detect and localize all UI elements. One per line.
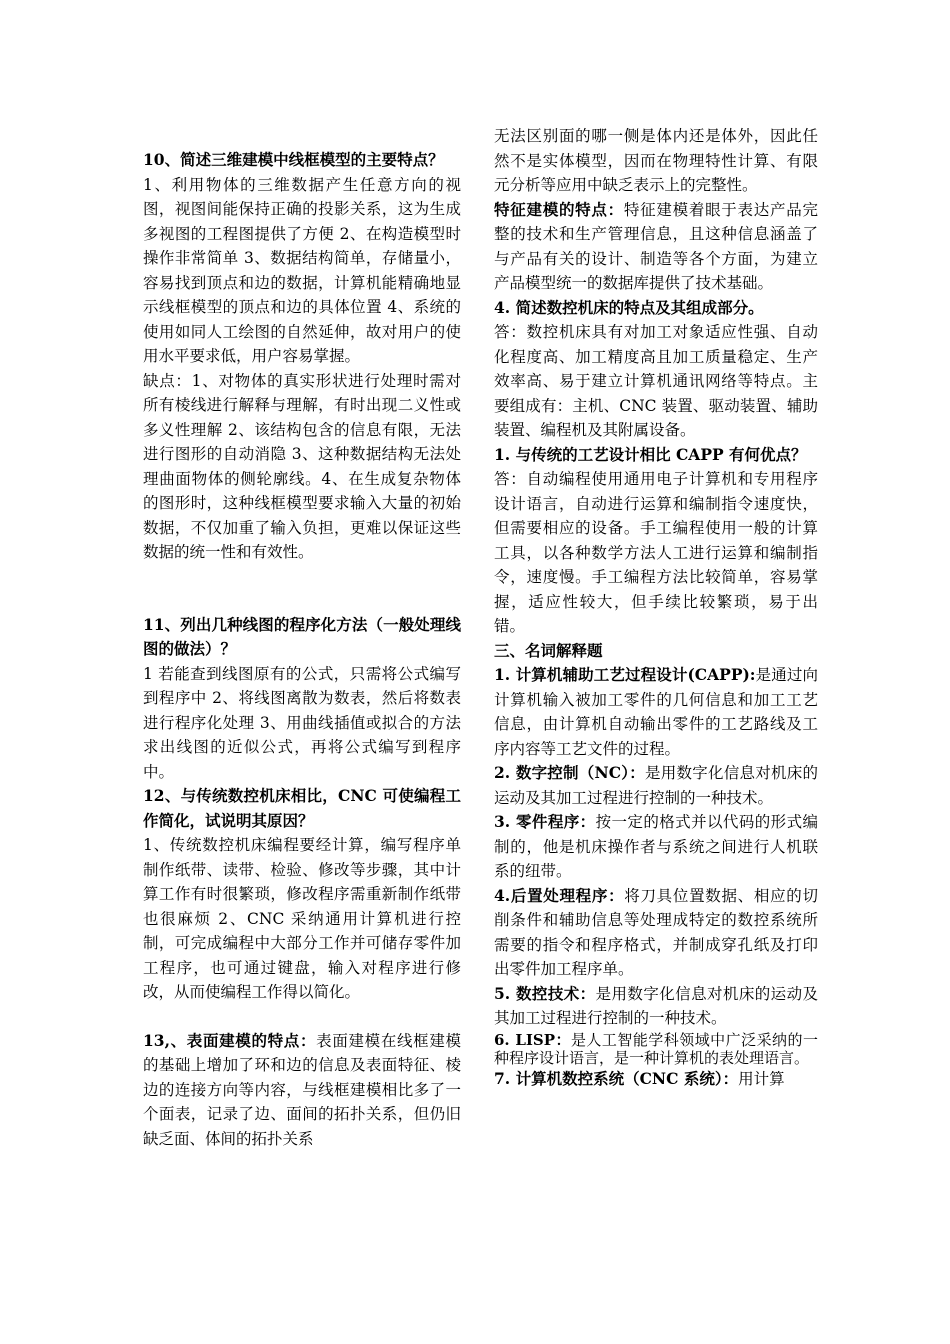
right-column	[494, 124, 818, 1091]
section-heading: 三、名词解释题	[494, 640, 603, 660]
term-4	[494, 884, 818, 982]
term-7-title: 7. 计算机数控系统（CNC 系统）：	[494, 1068, 739, 1088]
term-6-body: 是人工智能学科领域中广泛采纳的一种程序设计语言，是一种计算机的表处理语言。	[494, 1030, 818, 1067]
term-1	[494, 663, 818, 761]
term-7	[494, 1067, 818, 1092]
term-6	[494, 1031, 818, 1067]
term-2-title: 2. 数字控制（NC）：	[494, 763, 646, 782]
spacer	[143, 589, 461, 613]
q10-cons: 缺点：1、对物体的真实形状进行处理时需对所有棱线进行解释与理解，有时出现二义性或多义性理解 2、该结构包含的信息有限，无法进行图形的自动消隐 3、这种数据结构无法处理曲面物体的侧轮廓线。4、在生成复杂物体的图形时，这种线框模型要求输入大量的初始数据，不仅加重了输入负担，更难以保证这些数据的统一性和有效性。	[143, 371, 461, 561]
q10-title: 10、简述三维建模中线框模型的主要特点？	[143, 150, 444, 169]
term-7-body: 用计算	[738, 1069, 785, 1088]
term-2-body: 是用数字化信息对机床的运动及其加工过程进行控制的一种技术。	[494, 764, 818, 807]
feature-title: 特征建模的特点：	[494, 199, 624, 219]
term-5-title: 5. 数控技术：	[494, 983, 596, 1003]
spacer	[143, 565, 461, 589]
term-6-title: 6. LISP：	[494, 1030, 571, 1049]
feature-body: 特征建模着眼于表达产品完整的技术和生产管理信息，且这种信息涵盖了与产品有关的设计、制造等各个方面，为建立产品模型统一的数据库提供了技术基础。	[494, 200, 818, 292]
term-3-body: 按一定的格式并以代码的形式编制的，他是机床操作者与系统之间进行人机联系的纽带。	[494, 813, 818, 880]
q11-body: 1 若能查到线图原有的公式，只需将公式编写到程序中 2、将线图离散为数表，然后将数表进行程序化处理 3、用曲线插值或拟合的方法求出线图的近似公式，再将公式编写到程序中。	[143, 664, 461, 781]
q13-body: 表面建模在线框建模的基础上增加了环和边的信息及表面特征、棱边的连接方向等内容，与线框建模相比多了一个面表，记录了边、面间的拓扑关系，但仍旧缺乏面、体间的拓扑关系	[143, 1031, 461, 1148]
q13-title: 13,、表面建模的特点：	[143, 1030, 317, 1050]
q4-body: 答：数控机床具有对加工对象适应性强、自动化程度高、加工精度高且加工质量稳定、生产效率高、易于建立计算机通讯网络等特点。主要组成有：主机、CNC 装置、驱动装置、辅助装置、编程机及其附属设备。	[494, 323, 818, 439]
q13-paragraph	[143, 1029, 461, 1152]
term-2	[494, 761, 818, 810]
term-1-body: 是通过向计算机输入被加工零件的几何信息和加工工艺信息，由计算机自动输出零件的工艺路线及工序内容等工艺文件的过程。	[494, 666, 818, 758]
term-5-body: 是用数字化信息对机床的运动及其加工过程进行控制的一种技术。	[494, 984, 818, 1027]
q13-continuation: 无法区别面的哪一侧是体内还是体外，因此任然不是实体模型，因而在物理特性计算、有限元分析等应用中缺乏表示上的完整性。	[494, 127, 818, 194]
term-1-title: 1. 计算机辅助工艺过程设计(CAPP):	[494, 665, 756, 684]
q12-title: 12、与传统数控机床相比，CNC 可使编程工作简化，试说明其原因？	[143, 786, 461, 830]
term-3-title: 3. 零件程序：	[494, 812, 596, 831]
term-4-title: 4.后置处理程序：	[494, 885, 625, 905]
q10-body: 1、利用物体的三维数据产生任意方向的视图，视图间能保持正确的投影关系，这为生成多视图的工程图提供了方便 2、在构造模型时操作非常简单 3、数据结构简单，存储量小，容易找到顶点和边的数据，计算机能精确地显示线框模型的顶点和边的具体位置 4、系统的使用如同人工绘图的自然延伸，故对用户的使用水平要求低，用户容易掌握。	[143, 175, 461, 365]
q1-body: 答：自动编程使用通用电子计算机和专用程序设计语言，自动进行运算和编制指令速度快，但需要相应的设备。手工编程使用一般的计算工具，以各种数学方法人工进行运算和编制指令，速度慢。手工编程方法比较简单，容易掌握，适应性较大，但手续比较繁琐，易于出错。	[494, 470, 818, 635]
feature-paragraph	[494, 198, 818, 296]
q11-title: 11、列出几种线图的程序化方法（一般处理线图的做法）？	[143, 614, 461, 658]
spacer	[143, 1005, 461, 1029]
left-column	[143, 148, 461, 1151]
q1-title: 1. 与传统的工艺设计相比 CAPP 有何优点？	[494, 444, 807, 464]
q4-title: 4. 简述数控机床的特点及其组成部分。	[494, 297, 764, 317]
term-3	[494, 810, 818, 884]
term-4-body: 将刀具位置数据、相应的切削条件和辅助信息等处理成特定的数控系统所需要的指令和程序格式，并制成穿孔纸及打印出零件加工程序单。	[494, 886, 818, 978]
q12-body: 1、传统数控机床编程要经计算，编写程序单制作纸带、读带、检验、修改等步骤，其中计算工作有时很繁琐，修改程序需重新制作纸带也很麻烦 2、CNC 采纳通用计算机进行控制，可完成编程中大部分工作并可储存零件加工程序，也可通过键盘，输入对程序进行修改，从而使编程工作得以简化。	[143, 836, 461, 1001]
term-5	[494, 982, 818, 1031]
